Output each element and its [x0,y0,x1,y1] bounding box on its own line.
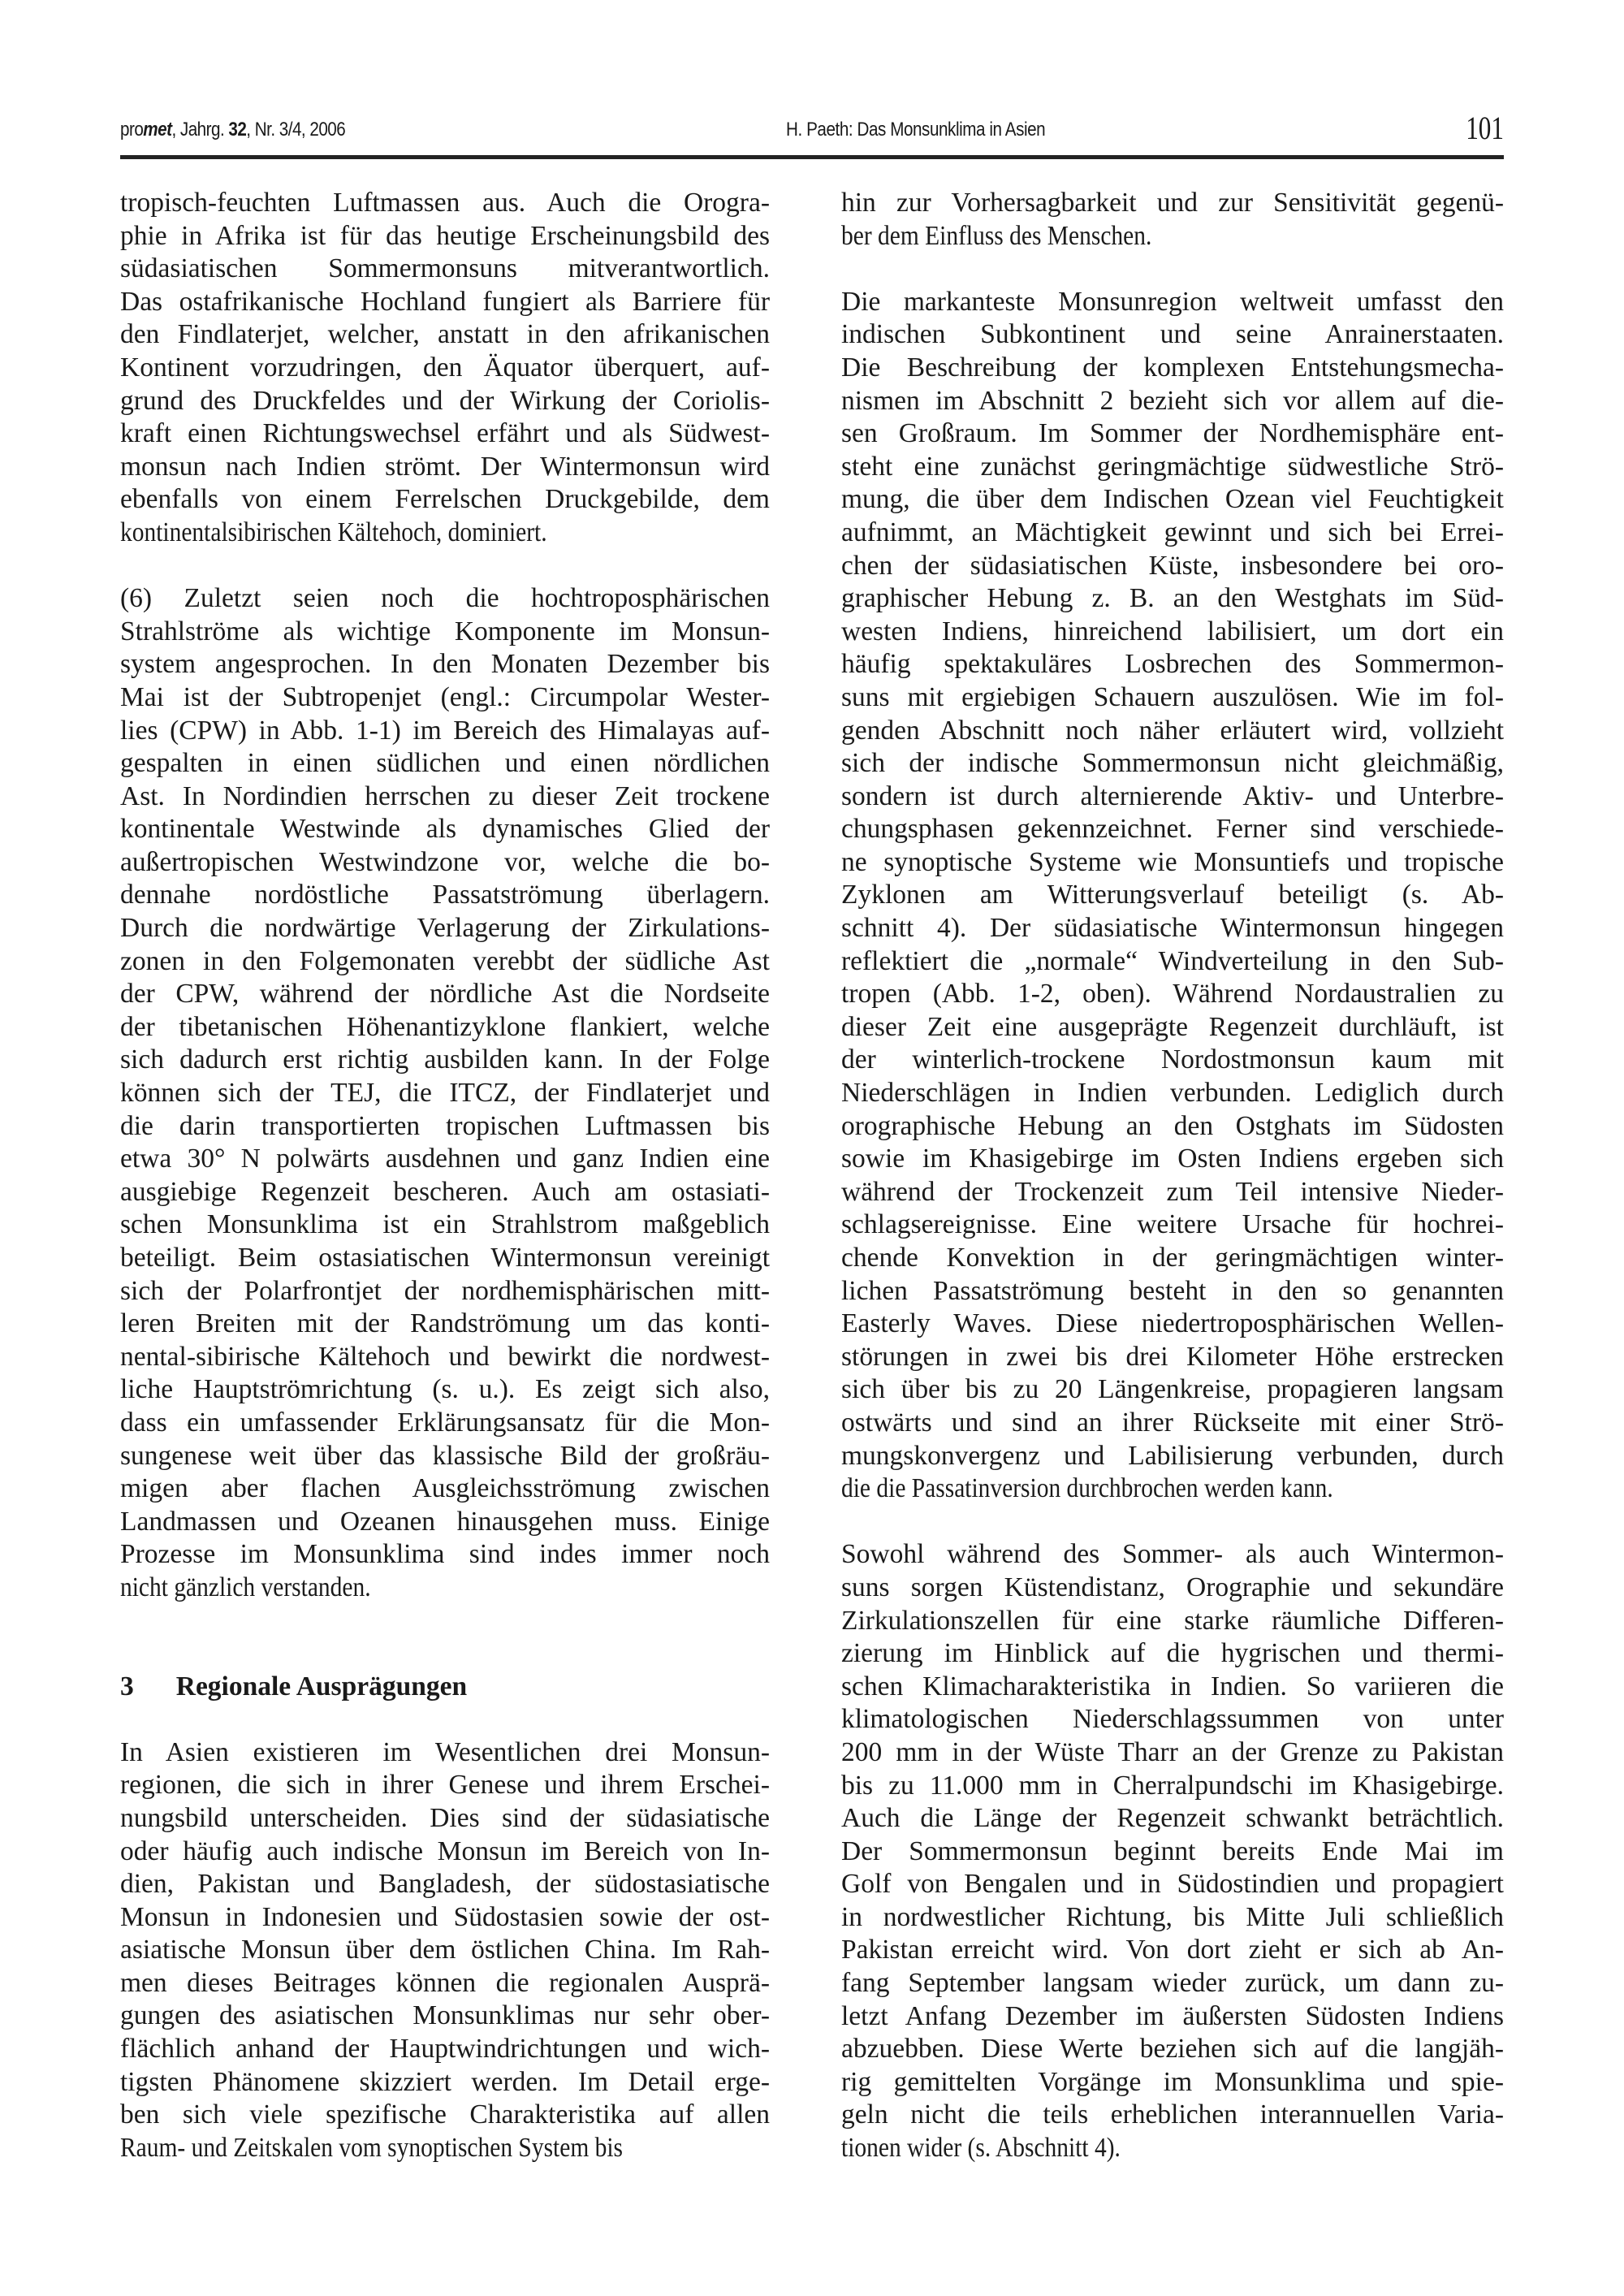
text-line: Die markanteste Monsunregion weltweit umfasst den [841,286,1504,317]
text-line: Sowohl während des Sommer- als auch Wintermon- [841,1539,1504,1570]
text-line: steht eine zunächst geringmächtige südwestliche Strö- [841,451,1504,482]
text-line: zierung im Hinblick auf die hygrischen und thermi- [841,1638,1504,1669]
text-line: asiatische Monsun über dem östlichen China. Im Rah- [120,1935,770,1965]
header-rule [120,155,1504,159]
text-line: graphischer Hebung z. B. an den Westghats im Süd- [841,583,1504,614]
text-line: oder häufig auch indische Monsun im Bereich von In- [120,1836,770,1866]
journal-issue: , Nr. 3/4, 2006 [246,119,346,141]
text-line: geln nicht die teils erheblichen interannuellen Varia- [841,2099,1504,2130]
text-line: men dieses Beitrages können die regionalen Ausprä- [120,1967,770,1998]
text-line: westen Indiens, hinreichend labilisiert, um dort ein [841,616,1504,646]
text-line: kontinentale Westwinde als dynamisches Glied der [120,814,770,845]
paragraph [120,582,770,1604]
text-line: nental-sibirische Kältehoch und bewirkt die nordwest- [120,1341,770,1372]
text-line: letzt Anfang Dezember im äußersten Südosten Indiens [841,2000,1504,2031]
text-line: (6) Zuletzt seien noch die hochtroposphärischen [120,583,770,614]
text-line: etwa 30° N polwärts ausdehnen und ganz Indien eine [120,1144,770,1174]
text-line: der winterlich-trockene Nordostmonsun kaum mit [841,1044,1504,1075]
text-line: tionen wider (s. Abschnitt 4). [841,2133,1121,2164]
text-line: der CPW, während der nördliche Ast die Nordseite [120,979,770,1010]
text-line: rig gemittelten Vorgänge im Monsunklima und spie- [841,2066,1504,2097]
text-line: die die Passatinversion durchbrochen werden kann. [841,1473,1333,1504]
text-line: aufnimmt, an Mächtigkeit gewinnt und sich bei Errei- [841,517,1504,547]
text-line: sungenese weit über das klassische Bild der großräu- [120,1440,770,1471]
text-line: kontinentalsibirischen Kältehoch, dominiert. [120,517,547,547]
paragraph [841,286,1504,1506]
text-line: chen der südasiatischen Küste, insbesondere bei oro- [841,550,1504,581]
text-line: hin zur Vorhersagbarkeit und zur Sensitivität gegenü- [841,188,1504,218]
text-line: regionen, die sich in ihrer Genese und ihrem Erschei- [120,1770,770,1801]
text-line: chungsphasen gekennzeichnet. Ferner sind verschiede- [841,814,1504,845]
page-number: 101 [1466,110,1504,146]
section-title: Regionale Ausprägungen [175,1671,468,1701]
text-line: ostwärts und sind an ihrer Rückseite mit einer Strö- [841,1407,1504,1438]
text-line: ne synoptische Systeme wie Monsuntiefs und tropische [841,846,1504,877]
text-line: Zirkulationszellen für eine starke räumliche Differen- [841,1605,1504,1636]
text-line: grund des Druckfeldes und der Wirkung der Coriolis- [120,385,770,416]
text-line: mungskonvergenz und Labilisierung verbunden, durch [841,1440,1504,1471]
text-line: sondern ist durch alternierende Aktiv- und Unterbre- [841,780,1504,811]
text-line: Die Beschreibung der komplexen Entstehungsmecha- [841,352,1504,383]
text-line: migen aber flachen Ausgleichsströmung zwischen [120,1473,770,1504]
text-line: Durch die nordwärtige Verlagerung der Zirkulations- [120,913,770,944]
text-line: Auch die Länge der Regenzeit schwankt beträchtlich. [841,1803,1504,1834]
text-line: Strahlströme als wichtige Komponente im Monsun- [120,616,770,646]
journal-citation [120,119,345,141]
text-line: liche Hauptströmrichtung (s. u.). Es zeigt sich also, [120,1374,770,1405]
text-line: tropen (Abb. 1-2, oben). Während Nordaustralien zu [841,979,1504,1010]
text-line: ben sich viele spezifische Charakteristika auf allen [120,2099,770,2130]
running-header [120,112,1504,145]
journal-volume: 32 [228,119,247,141]
text-line: tigsten Phänomene skizziert werden. Im Detail erge- [120,2066,770,2097]
text-line: gespalten in einen südlichen und einen nördlichen [120,748,770,779]
text-line: während der Trockenzeit zum Teil intensive Nieder- [841,1176,1504,1207]
paragraph [841,1538,1504,2164]
text-line: dennahe nordöstliche Passatströmung überlagern. [120,880,770,910]
text-line: Golf von Bengalen und in Südostindien und propagiert [841,1869,1504,1900]
text-line: Raum- und Zeitskalen vom synoptischen System bis [120,2132,624,2163]
text-line: indischen Subkontinent und seine Anrainerstaaten. [841,319,1504,350]
left-column [120,187,770,2164]
text-line: sich dadurch erst richtig ausbilden kann. In der Folge [120,1044,770,1075]
paragraph [841,187,1504,253]
journal-name-emphasis: met [143,119,172,141]
section-number: 3 [120,1671,134,1701]
text-line: dass ein umfassender Erklärungsansatz für die Mon- [120,1407,770,1438]
text-line: phie in Afrika ist für das heutige Erscheinungsbild des [120,220,770,251]
text-line: sich der Polarfrontjet der nordhemisphärischen mitt- [120,1275,770,1306]
paragraph [120,187,770,550]
text-line: chende Konvektion in der geringmächtigen winter- [841,1243,1504,1273]
text-line: leren Breiten mit der Randströmung um das konti- [120,1308,770,1339]
text-line: Ast. In Nordindien herrschen zu dieser Zeit trockene [120,780,770,811]
text-line: nicht gänzlich verstanden. [120,1572,371,1602]
text-line: Der Sommermonsun beginnt bereits Ende Mai im [841,1836,1504,1866]
journal-year-label: , Jahrg. [171,119,229,141]
text-line: Pakistan erreicht wird. Von dort zieht er sich ab An- [841,1935,1504,1965]
text-line: nungsbild unterscheiden. Dies sind der südasiatische [120,1802,770,1833]
text-line: klimatologischen Niederschlagssummen von unter [841,1704,1504,1735]
right-column [841,187,1504,2165]
text-line: lies (CPW) in Abb. 1-1) im Bereich des Himalayas auf- [120,715,770,746]
text-line: den Findlaterjet, welcher, anstatt in den afrikanischen [120,319,770,350]
text-line: Niederschlägen in Indien verbunden. Lediglich durch [841,1078,1504,1109]
text-line: 200 mm in der Wüste Tharr an der Grenze zu Pakistan [841,1736,1504,1767]
paragraph [120,1736,770,2165]
text-line: Landmassen und Ozeanen hinausgehen muss. Einige [120,1506,770,1537]
text-line: schnitt 4). Der südasiatische Wintermonsun hingegen [841,913,1504,944]
text-line: gungen des asiatischen Monsunklimas nur sehr ober- [120,2000,770,2031]
text-line: der tibetanischen Höhenantizyklone flankiert, welche [120,1011,770,1042]
text-line: sen Großraum. Im Sommer der Nordhemisphäre ent- [841,418,1504,449]
text-line: südasiatischen Sommermonsuns mitverantwortlich. [120,253,770,284]
text-line: die darin transportierten tropischen Luftmassen bis [120,1110,770,1141]
text-line: Mai ist der Subtropenjet (engl.: Circumpolar Wester- [120,681,770,712]
text-line: sowie im Khasigebirge im Osten Indiens ergeben sich [841,1144,1504,1174]
text-line: Kontinent vorzudringen, den Äquator überquert, auf- [120,352,770,383]
text-line: zonen in den Folgemonaten verebbt der südliche Ast [120,945,770,976]
text-line: außertropischen Westwindzone vor, welche die bo- [120,846,770,877]
text-line: sich über bis zu 20 Längenkreise, propagieren langsam [841,1374,1504,1405]
text-line: flächlich anhand der Hauptwindrichtungen und wich- [120,2034,770,2065]
text-line: kraft einen Richtungswechsel erfährt und als Südwest- [120,418,770,449]
text-line: Zyklonen am Witterungsverlauf beteiligt (s. Ab- [841,880,1504,910]
text-line: beteiligt. Beim ostasiatischen Wintermonsun vereinigt [120,1243,770,1273]
text-line: ausgiebige Regenzeit bescheren. Auch am ostasiati- [120,1176,770,1207]
text-line: lichen Passatströmung besteht in den so genannten [841,1275,1504,1306]
text-line: orographische Hebung an den Ostghats im Südosten [841,1110,1504,1141]
text-line: monsun nach Indien strömt. Der Wintermonsun wird [120,451,770,482]
journal-name-prefix: pro [120,119,144,141]
text-line: reflektiert die „normale“ Windverteilung in den Sub- [841,945,1504,976]
text-line: Easterly Waves. Diese niedertroposphärischen Wellen- [841,1308,1504,1339]
text-line: nismen im Abschnitt 2 bezieht sich vor allem auf die- [841,385,1504,416]
text-line: häufig spektakuläres Losbrechen des Sommermon- [841,649,1504,680]
text-line: Prozesse im Monsunklima sind indes immer noch [120,1539,770,1570]
running-title: H. Paeth: Das Monsunklima in Asien [786,119,1046,141]
text-line: schen Monsunklima ist ein Strahlstrom maßgeblich [120,1209,770,1240]
text-line: fang September langsam wieder zurück, um dann zu- [841,1968,1504,1999]
text-line: tropisch-feuchten Luftmassen aus. Auch die Orogra- [120,188,770,218]
text-line: genden Abschnitt noch näher erläutert wird, vollzieht [841,715,1504,746]
text-line: schlagsereignisse. Eine weitere Ursache für hochrei- [841,1209,1504,1240]
text-line: ebenfalls von einem Ferrelschen Druckgebilde, dem [120,484,770,515]
text-line: störungen in zwei bis drei Kilometer Höhe erstrecken [841,1341,1504,1372]
text-line: abzuebben. Diese Werte beziehen sich auf die langjäh- [841,2034,1504,2065]
text-line: dieser Zeit eine ausgeprägte Regenzeit durchläuft, ist [841,1011,1504,1042]
text-line: ber dem Einfluss des Menschen. [841,220,1152,251]
text-line: in nordwestlicher Richtung, bis Mitte Juli schließlich [841,1901,1504,1932]
text-line: system angesprochen. In den Monaten Dezember bis [120,649,770,680]
text-line: suns mit ergiebigen Schauern auszulösen. Wie im fol- [841,681,1504,712]
text-line: bis zu 11.000 mm in Cherralpundschi im Khasigebirge. [841,1770,1504,1801]
text-line: schen Klimacharakteristika in Indien. So variieren die [841,1671,1504,1701]
text-line: können sich der TEJ, die ITCZ, der Findlaterjet und [120,1078,770,1109]
text-line: dien, Pakistan und Bangladesh, der südostasiatische [120,1869,770,1900]
text-line: Monsun in Indonesien und Südostasien sowie der ost- [120,1901,770,1932]
text-line: In Asien existieren im Wesentlichen drei Monsun- [120,1736,770,1767]
text-line: mung, die über dem Indischen Ozean viel Feuchtigkeit [841,484,1504,515]
section-heading [120,1671,770,1704]
text-line: sich der indische Sommermonsun nicht gleichmäßig, [841,748,1504,779]
text-line: suns sorgen Küstendistanz, Orographie und sekundäre [841,1572,1504,1602]
text-line: Das ostafrikanische Hochland fungiert als Barriere für [120,286,770,317]
